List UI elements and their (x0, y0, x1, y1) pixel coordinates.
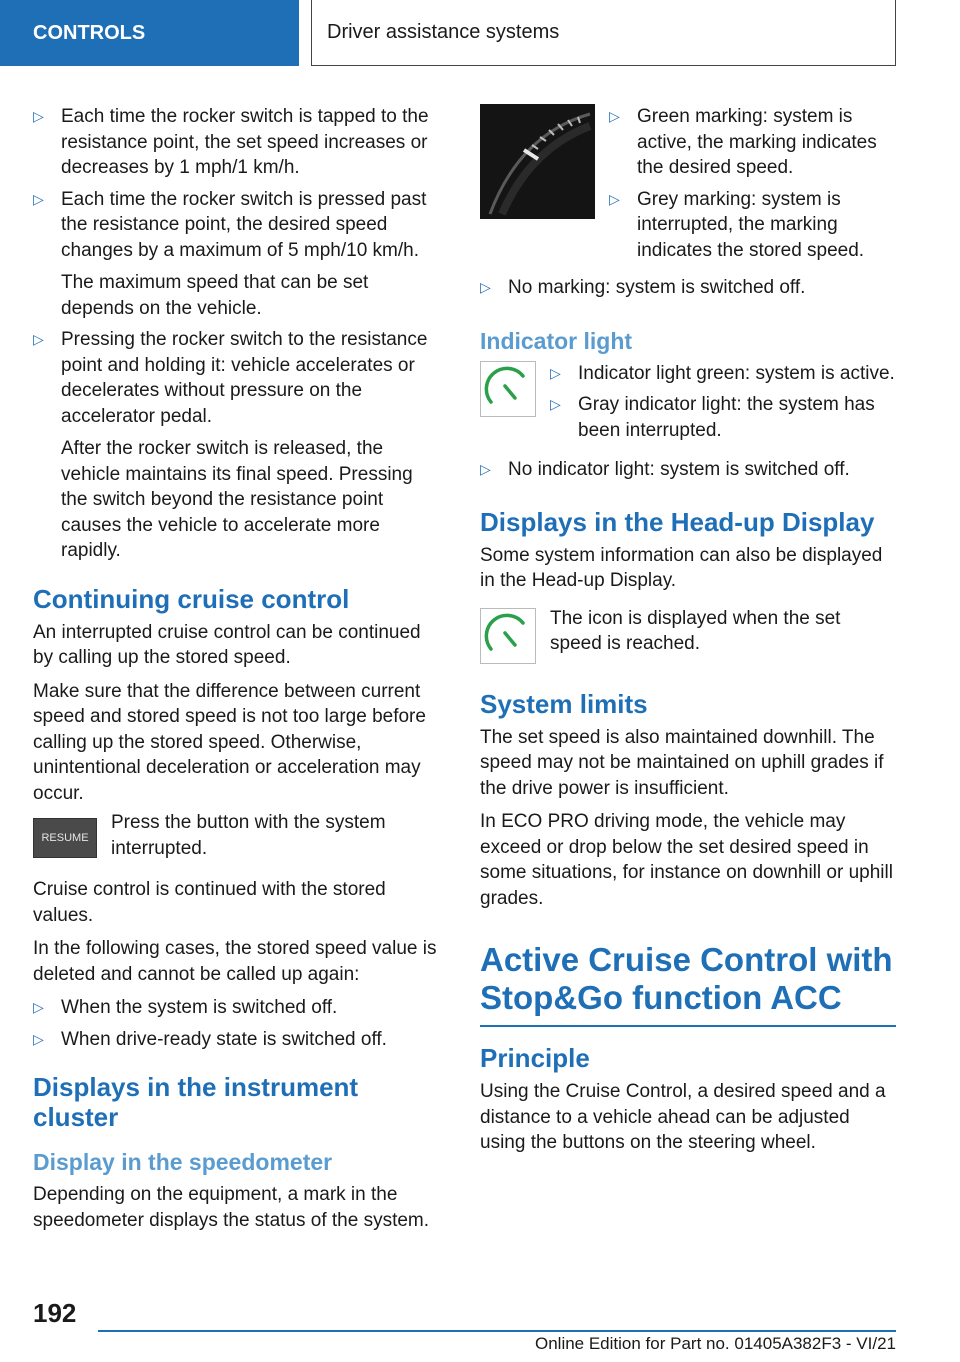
chapter-header (311, 0, 896, 66)
hud-heading: Displays in the Head-up Display (480, 506, 875, 537)
list-item (550, 392, 896, 443)
footer-rule (98, 1330, 896, 1332)
speedometer-heading: Display in the speedometer (33, 1149, 333, 1175)
rocker-switch-list (33, 104, 438, 564)
principle-heading: Principle (480, 1043, 590, 1073)
speedometer-image (480, 104, 595, 219)
triangle-right-icon: ▷ (33, 331, 44, 347)
right-column (480, 104, 896, 1164)
indicator-row (480, 361, 896, 450)
chapter-title: Driver assistance systems (327, 21, 560, 43)
triangle-right-icon: ▷ (480, 461, 491, 477)
page-number: 192 (33, 1298, 77, 1328)
list-item (33, 187, 438, 322)
hud-icon-text: The icon is displayed when the set speed is reached. (550, 607, 841, 654)
paragraph: Using the Cruise Control, a desired speed and a distance to a vehicle ahead can be adjusted using the buttons on the steering wheel. (480, 1081, 886, 1153)
paragraph: In ECO PRO driving mode, the vehicle may exceed or drop below the set desired speed in some situations, for instance on downhill or uphill grades. (480, 811, 893, 909)
triangle-right-icon: ▷ (33, 999, 44, 1015)
list-item (480, 275, 896, 301)
displays-heading: Displays in the instrument cluster (33, 1072, 359, 1132)
list-item (550, 361, 896, 387)
list-item-text: Each time the rocker switch is tapped to the resistance point, the set speed increases or decreases by 1 mph/1 km/h. (61, 106, 429, 178)
paragraph: An interrupted cruise control can be continued by calling up the stored speed. (33, 621, 421, 668)
paragraph: Cruise control is continued with the stored values. (33, 879, 386, 926)
paragraph: Depending on the equipment, a mark in the speedometer displays the status of the system. (33, 1184, 430, 1231)
list-item (33, 327, 438, 564)
paragraph: In the following cases, the stored speed value is deleted and cannot be called up again: (33, 938, 437, 985)
no-indicator-list (480, 457, 896, 483)
speedometer-row (480, 104, 896, 269)
list-item (33, 1027, 438, 1053)
hud-icon-row (480, 608, 896, 665)
resume-row (33, 814, 438, 869)
triangle-right-icon: ▷ (33, 108, 44, 124)
left-column (33, 104, 438, 1241)
list-item-text: Grey marking: system is interrupted, the marking indicates the stored speed. (637, 188, 865, 261)
cruise-indicator-icon (480, 361, 536, 417)
section-label: CONTROLS (33, 21, 146, 44)
list-item (33, 104, 438, 181)
acc-heading: Active Cruise Control with Stop&Go function ACC (480, 941, 893, 1016)
triangle-right-icon: ▷ (550, 396, 561, 412)
indicator-heading: Indicator light (480, 327, 633, 354)
list-item-text: Each time the rocker switch is pressed past the resistance point, the desired speed changes by a maximum of 5 mph/10 km/h. (61, 188, 427, 261)
edition-text: Online Edition for Part no. 01405A382F3 - VI/21 (534, 1334, 896, 1353)
list-item-note: After the rocker switch is released, the vehicle maintains its final speed. Pressing the switch beyond the resistance point causes the vehicle to accelerate more rapidly. (61, 438, 413, 561)
list-item-text: Indicator light green: system is active. (578, 362, 895, 384)
paragraph: Make sure that the difference between current speed and stored speed is not too large before calling up the stored speed. Otherwise, unintentional deceleration or acceleration may occur. (33, 680, 426, 804)
limits-heading: System limits (480, 688, 648, 719)
list-item-text: Gray indicator light: the system has been interrupted. (578, 394, 875, 441)
hud-cruise-icon (480, 608, 536, 664)
list-item-text: When the system is switched off. (61, 997, 338, 1018)
list-item-text: Pressing the rocker switch to the resistance point and holding it: vehicle accelerates or decelerates without pressure on the accelerator pedal. (61, 329, 428, 427)
paragraph: Some system information can also be displayed in the Head-up Display. (480, 544, 883, 591)
list-item-text: No indicator light: system is switched off. (508, 459, 850, 480)
heading-rule (480, 1025, 896, 1027)
paragraph: The set speed is also maintained downhill. The speed may not be maintained on uphill grades if the drive power is insufficient. (480, 726, 884, 799)
list-item (480, 457, 896, 483)
list-item (33, 995, 438, 1021)
deletion-list (33, 995, 438, 1052)
list-item-text: When drive-ready state is switched off. (61, 1028, 387, 1050)
speedometer-marking-list (609, 104, 896, 269)
indicator-list (550, 361, 896, 450)
section-tab (0, 0, 299, 66)
triangle-right-icon: ▷ (609, 108, 620, 124)
triangle-right-icon: ▷ (480, 279, 491, 295)
list-item (609, 104, 896, 181)
no-marking-list (480, 275, 896, 301)
list-item (609, 187, 896, 264)
resume-button-icon: RESUME (33, 818, 97, 858)
triangle-right-icon: ▷ (33, 1030, 44, 1047)
list-item-note: The maximum speed that can be set depends on the vehicle. (61, 272, 369, 319)
list-item-text: No marking: system is switched off. (508, 277, 806, 298)
triangle-right-icon: ▷ (33, 190, 44, 207)
triangle-right-icon: ▷ (550, 364, 561, 381)
resume-text: Press the button with the system interrupted. (111, 812, 386, 859)
continuing-heading: Continuing cruise control (33, 583, 350, 614)
list-item-text: Green marking: system is active, the marking indicates the desired speed. (637, 106, 877, 178)
triangle-right-icon: ▷ (609, 190, 620, 207)
